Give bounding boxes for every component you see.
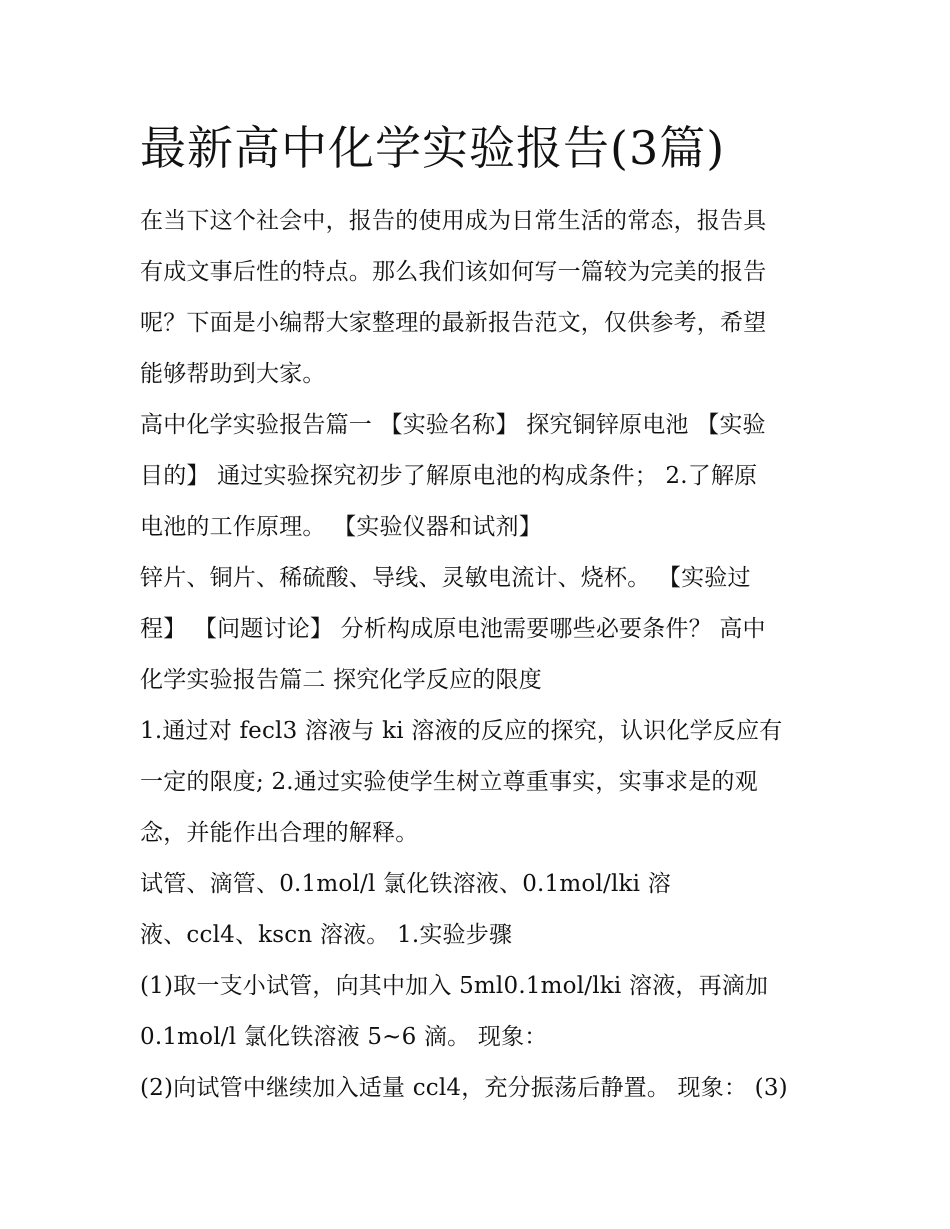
text-line-materials-a: 锌片、铜片、稀硫酸、导线、灵敏电流计、烧杯。 【实验过 — [140, 565, 751, 591]
text-line-report-1-c: 电池的工作原理。 【实验仪器和试剂】 — [140, 514, 542, 540]
text-line-step-2: (2)向试管中继续加入适量 ccl4，充分振荡后静置。 现象： (3) — [140, 1075, 788, 1101]
text-line-report-1-b: 目的】 通过实验探究初步了解原电池的构成条件； 2.了解原 — [140, 463, 758, 489]
text-line-goal-2: 一定的限度; 2.通过实验使学生树立尊重事实，实事求是的观 — [140, 769, 758, 795]
text-line-intro-2: 有成文事后性的特点。那么我们该如何写一篇较为完美的报告 — [140, 259, 767, 285]
text-line-intro-4: 能够帮助到大家。 — [140, 361, 326, 387]
document-title: 最新高中化学实验报告(3篇) — [140, 121, 726, 175]
text-line-goal-3: 念，并能作出合理的解释。 — [140, 820, 419, 846]
text-line-materials-b: 程】 【问题讨论】 分析构成原电池需要哪些必要条件？ 高中 — [140, 616, 766, 642]
text-line-goal-1: 1.通过对 fecl3 溶液与 ki 溶液的反应的探究，认识化学反应有 — [140, 718, 783, 744]
text-line-report-2-title: 化学实验报告篇二 探究化学反应的限度 — [140, 667, 542, 693]
text-line-intro-1: 在当下这个社会中，报告的使用成为日常生活的常态，报告具 — [140, 208, 767, 234]
text-line-step-1-b: 0.1mol/l 氯化铁溶液 5~6 滴。 现象： — [140, 1024, 548, 1050]
text-line-step-1-a: (1)取一支小试管，向其中加入 5ml0.1mol/lki 溶液，再滴加 — [140, 973, 769, 999]
text-line-report-1-a: 高中化学实验报告篇一 【实验名称】 探究铜锌原电池 【实验 — [140, 412, 766, 438]
text-line-reagents-a: 试管、滴管、0.1mol/l 氯化铁溶液、0.1mol/lki 溶 — [140, 871, 671, 897]
text-line-intro-3: 呢？下面是小编帮大家整理的最新报告范文，仅供参考，希望 — [140, 310, 767, 336]
text-line-reagents-b: 液、ccl4、kscn 溶液。 1.实验步骤 — [140, 922, 513, 948]
